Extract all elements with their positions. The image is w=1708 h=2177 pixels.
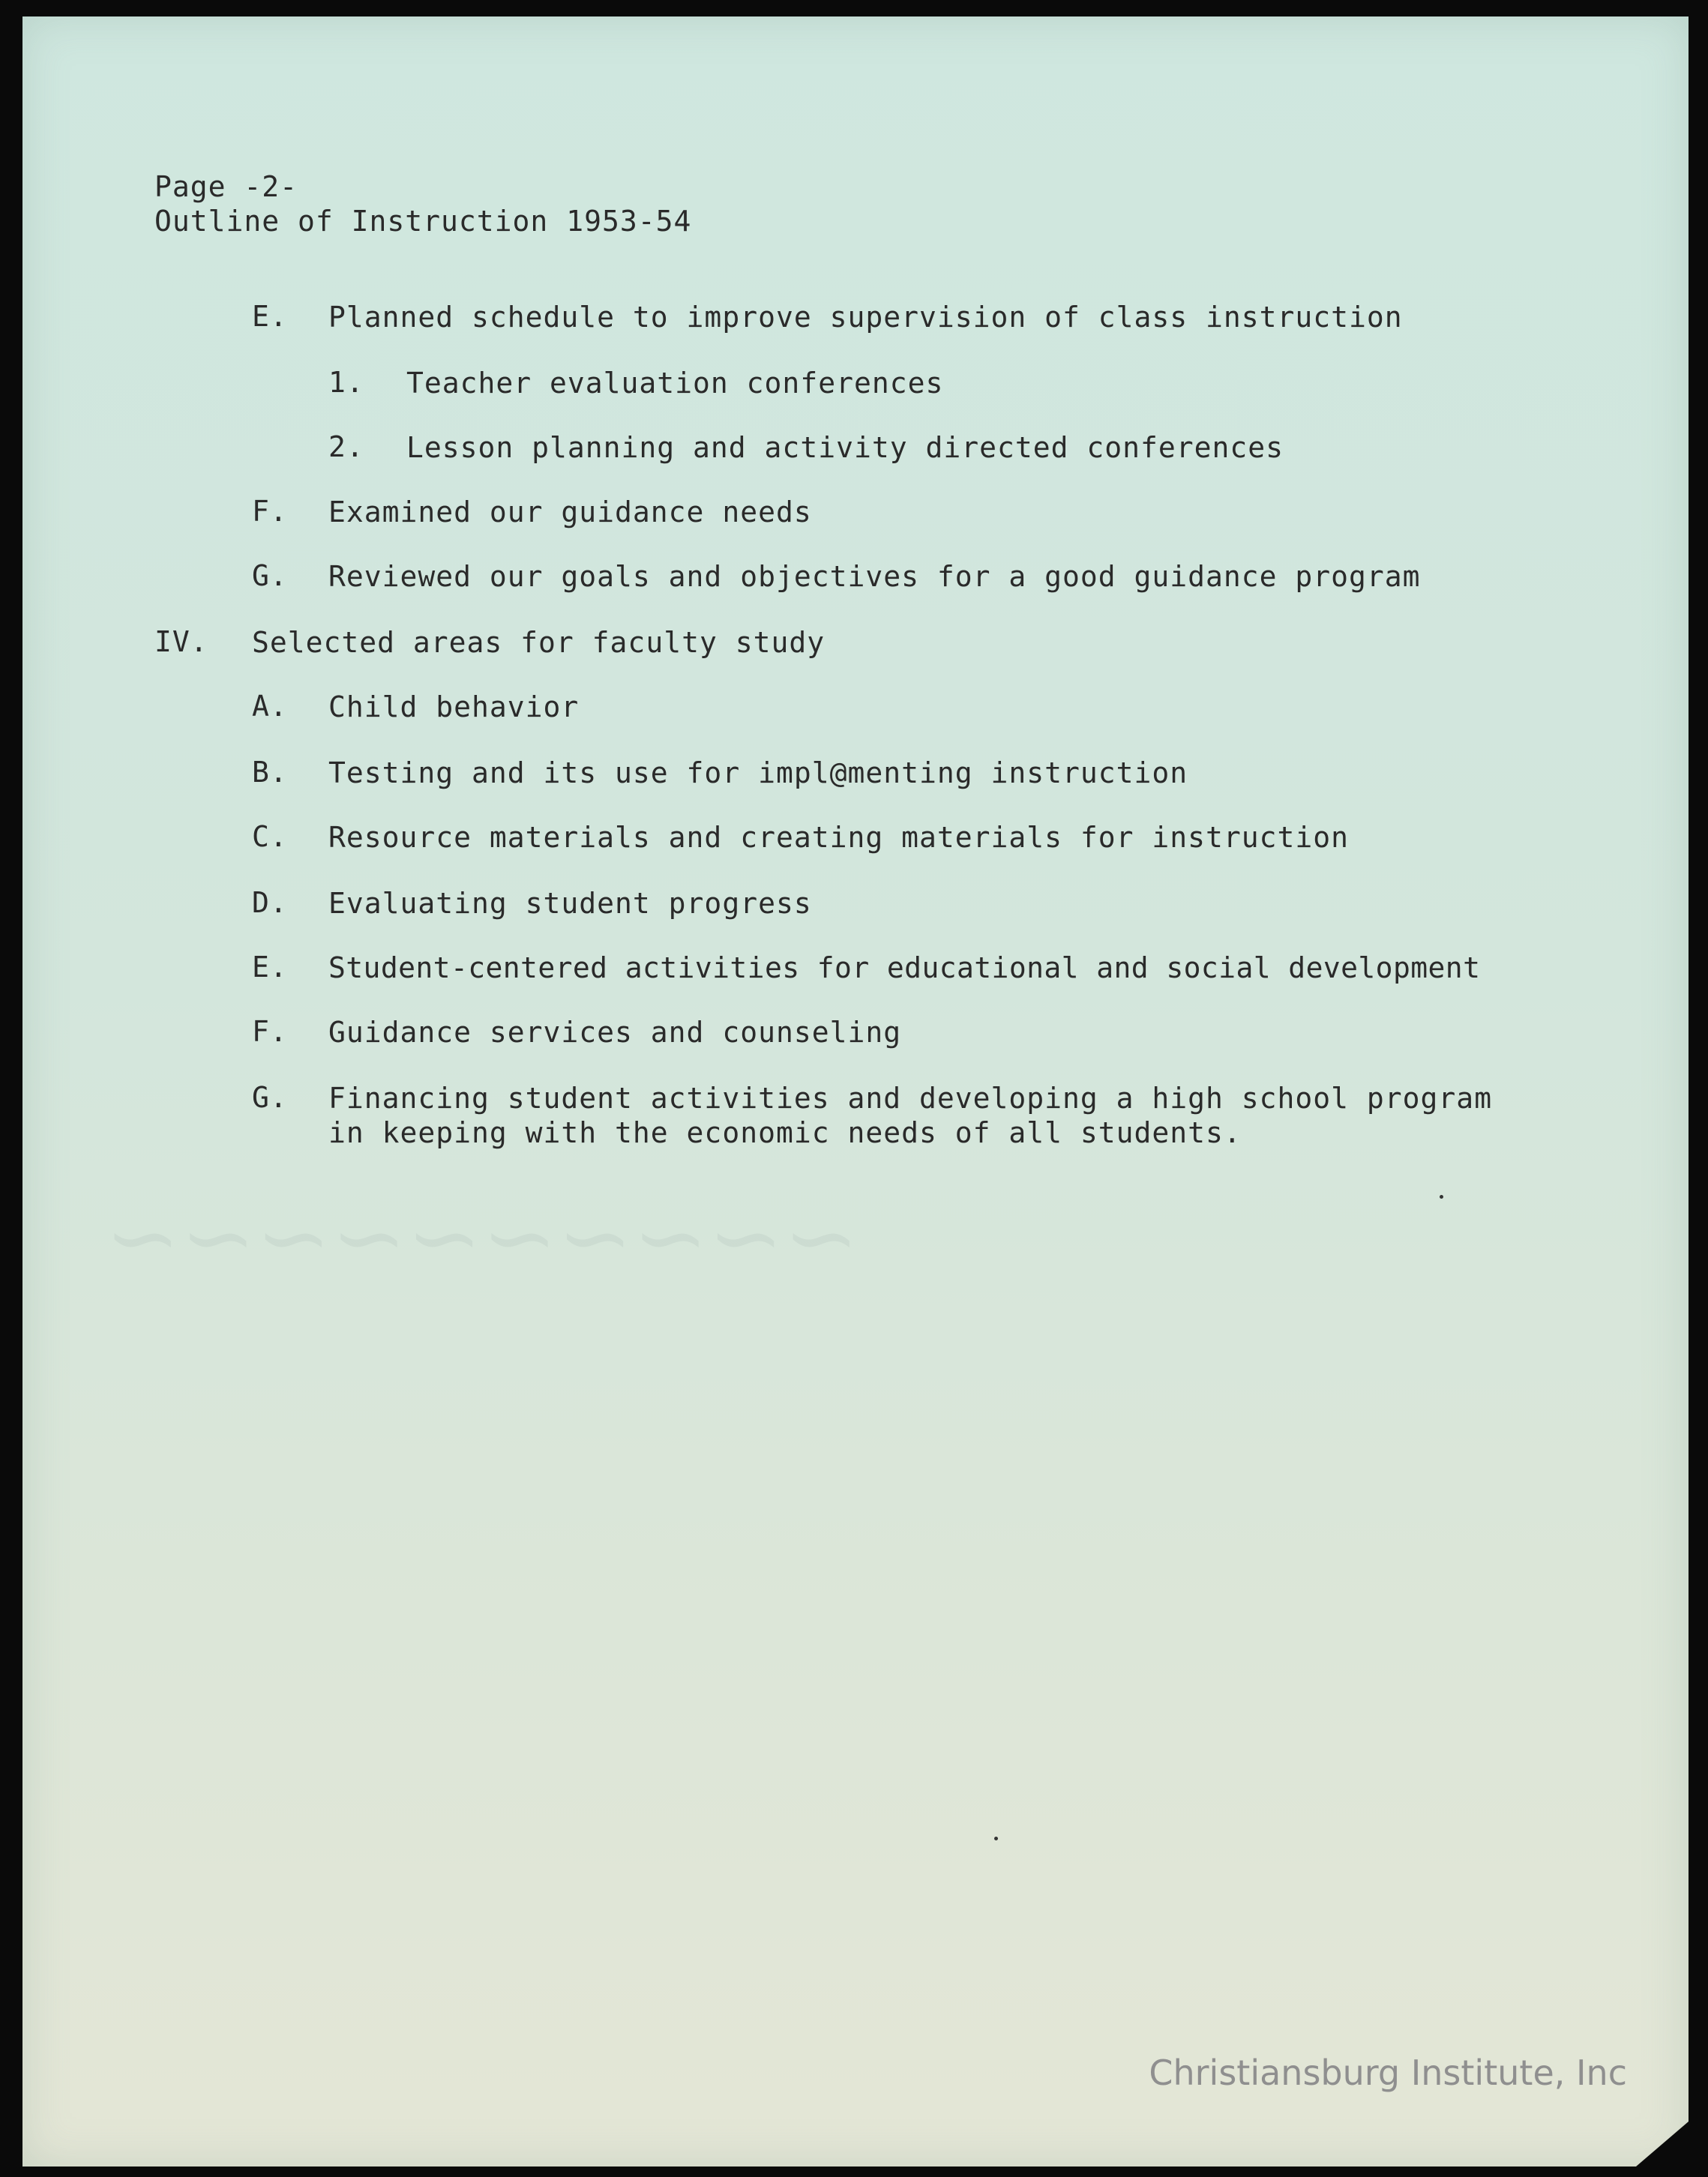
subitem-marker: 2. bbox=[328, 430, 364, 463]
item-text: Financing student activities and developing a high school program in keeping with the economic needs of all students. bbox=[328, 1082, 1493, 1149]
document-title: Outline of Instruction 1953-54 bbox=[154, 205, 692, 238]
section-text: Selected areas for faculty study bbox=[252, 626, 826, 659]
subitem-text: Lesson planning and activity directed conferences bbox=[406, 431, 1284, 464]
section-marker: IV. bbox=[154, 625, 208, 658]
item-text: Evaluating student progress bbox=[328, 887, 812, 920]
item-text: Guidance services and counseling bbox=[328, 1016, 902, 1049]
paper-speck bbox=[994, 1837, 998, 1840]
subitem-text: Teacher evaluation conferences bbox=[406, 367, 944, 400]
item-marker: G. bbox=[252, 1081, 288, 1114]
item-text: Reviewed our goals and objectives for a good guidance program bbox=[328, 560, 1421, 593]
bleed-through-ghost: ~~~~~~~~~~ bbox=[105, 1186, 859, 1290]
item-marker: F. bbox=[252, 1015, 288, 1048]
torn-corner bbox=[1636, 2122, 1689, 2167]
item-marker: D. bbox=[252, 886, 288, 919]
paper-speck bbox=[1440, 1195, 1443, 1199]
item-text: Child behavior bbox=[328, 690, 580, 723]
page-label: Page -2- bbox=[154, 170, 298, 203]
item-marker: F. bbox=[252, 495, 288, 528]
item-marker: A. bbox=[252, 690, 288, 723]
item-text: Student-centered activities for educational and social development bbox=[328, 951, 1481, 984]
item-marker: E. bbox=[252, 951, 288, 984]
archive-watermark: Christiansburg Institute, Inc bbox=[1149, 2053, 1627, 2093]
subitem-marker: 1. bbox=[328, 366, 364, 399]
item-marker: B. bbox=[252, 756, 288, 789]
item-text: Testing and its use for impl@menting instruction bbox=[328, 756, 1188, 789]
item-marker: C. bbox=[252, 820, 288, 853]
item-text: Planned schedule to improve supervision of class instruction bbox=[328, 301, 1403, 334]
item-marker: G. bbox=[252, 559, 288, 592]
item-text: Examined our guidance needs bbox=[328, 496, 812, 529]
item-marker: E. bbox=[252, 300, 288, 333]
item-text: Resource materials and creating materials for instruction bbox=[328, 821, 1350, 854]
paper-sheet bbox=[22, 16, 1689, 2167]
